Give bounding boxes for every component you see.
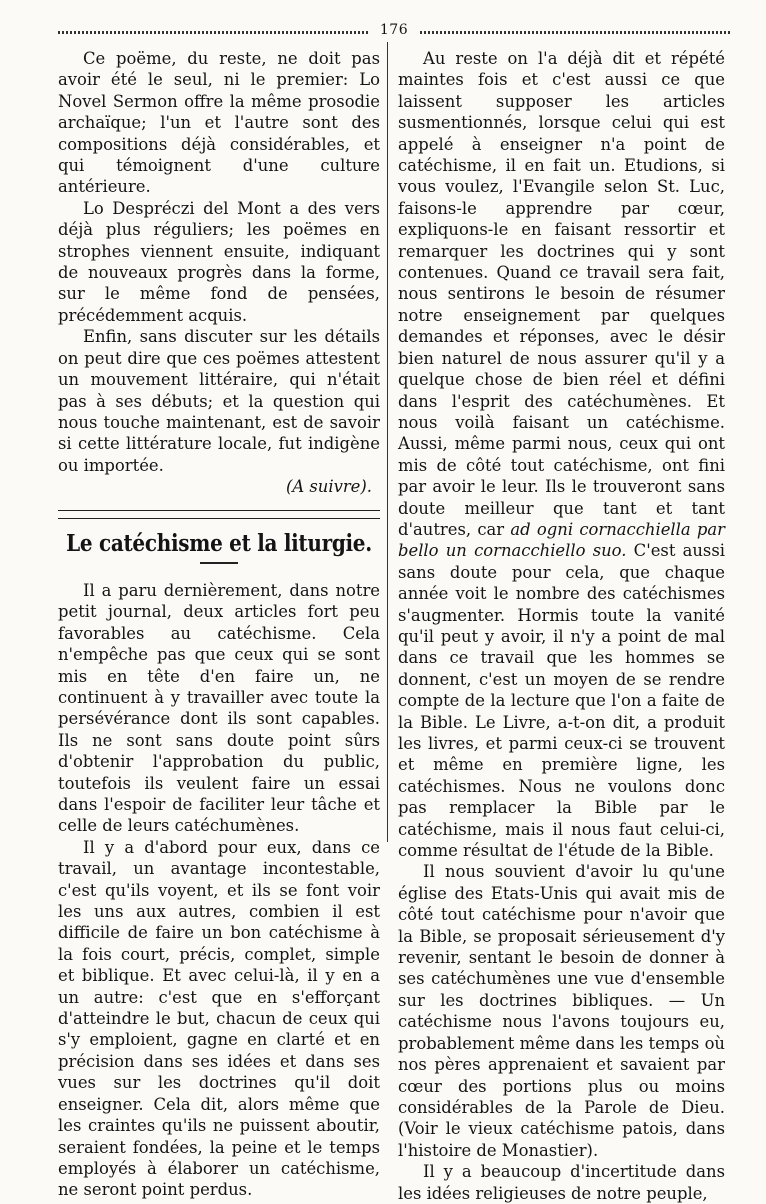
page-number: 176 [379, 22, 409, 38]
paragraph-text: Au reste on l'a déjà dit et répété maintes fois et c'est aussi ce que laissent supposer les articles susmentionnés, lorsque celui qui est appelé à enseigner n'a point de catéchisme, il en fait un. Etudions, si vous voulez, l'Evangile selon St. Luc, faisons-le apprendre par cœur, expliquons-le en faisant ressortir et remarquer les doctrines qui y sont contenues. Quand ce travail sera fait, nous sentirons le besoin de résumer notre enseignement par quelques demandes et réponses, avec le désir bien naturel de nous assurer qu'il y a quelque chose de bien réel et défini dans l'esprit des catéchumènes. Et nous voilà faisant un catéchisme. Aussi, même parmi nous, ceux qui ont mis de côté tout catéchisme, ont fini par avoir le leur. Ils le trouveront sans doute meilleur que tant et tant d'autres, car [398, 49, 725, 539]
paragraph: Ce poëme, du reste, ne doit pas avoir été le seul, ni le premier: Lo Novel Sermon offre la même prosodie archaïque; l'un et l'autre sont des compositions déjà considérables, et qui témoignent d'une culture antérieure. [58, 49, 380, 197]
title-dash [200, 562, 238, 564]
paragraph: Il y a d'abord pour eux, dans ce travail, un avantage incontestable, c'est qu'ils voyent, et ils se font voir les uns aux autres, combien il est difficile de faire un bon catéchisme à la fois court, précis, complet, simple et biblique. Et avec celui-là, il y en a un autre: c'est que en s'efforçant d'atteindre le but, chacun de ceux qui s'y emploient, gagne en clarté et en précision dans ses idées et dans ses vues sur les doctrines qu'il doit enseigner. Cela dit, alors même que les craintes qu'ils ne puissent aboutir, seraient fondées, la peine et le temps employés à élaborer un catéchisme, ne seront point perdus. [58, 837, 380, 1200]
header-ornament-left [58, 31, 368, 34]
italian-proverb: ad ogni cornacchiella par bello un cornacchiello suo. [398, 519, 725, 561]
to-be-continued: (A suivre). [285, 477, 372, 497]
paragraph: Il y a beaucoup d'incertitude dans les idées religieuses de notre peuple, [398, 1162, 725, 1203]
right-column [398, 48, 725, 1204]
left-column [58, 48, 380, 1201]
section-separator [58, 510, 380, 519]
page-header [58, 24, 730, 42]
paragraph [398, 48, 725, 861]
article-title: Le catéchisme et la liturgie. [66, 528, 372, 557]
paragraph-text: C'est aussi sans doute pour cela, que chaque année voit le nombre des catéchismes s'augmenter. Hormis toute la vanité qu'il peut y avoir, il n'y a point de mal dans ce travail que les hommes se donnent, c'est un moyen de se rendre compte de la lecture que l'on a faite de la Bible. Le Livre, a-t-on dit, a produit les livres, et parmi ceux-ci se trouvent et même en première ligne, les catéchismes. Nous ne voulons donc pas remplacer la Bible par le catéchisme, mais il nous faut celui-ci, comme résultat de l'étude de la Bible. [398, 541, 725, 861]
column-divider [387, 42, 388, 842]
paragraph: Lo Despréczi del Mont a des vers déjà plus réguliers; les poëmes en strophes viennent ensuite, indiquant de nouveaux progrès dans la forme, sur le même fond de pensées, précédemment acquis. [58, 198, 380, 325]
paragraph: Enfin, sans discuter sur les détails on peut dire que ces poëmes attestent un mouvement littéraire, qui n'était pas à ses débuts; et la question qui nous touche maintenant, est de savoir si cette littérature locale, fut indigène ou importée. [58, 327, 380, 475]
paragraph: Il nous souvient d'avoir lu qu'une église des Etats-Unis qui avait mis de côté tout catéchisme pour n'avoir que la Bible, se proposait sérieusement d'y revenir, sentant le besoin de donner à ses catéchumènes une vue d'ensemble sur les doctrines bibliques. — Un catéchisme nous l'avons toujours eu, probablement même dans les temps où nos pères apprenaient et savaient par cœur des portions plus ou moins considérables de la Parole de Dieu. (Voir le vieux catéchisme patois, dans l'histoire de Monastier). [398, 862, 725, 1160]
paragraph: Il a paru dernièrement, dans notre petit journal, deux articles fort peu favorables au catéchisme. Cela n'empêche pas que ceux qui se sont mis en tête d'en faire un, ne continuent à y travailler avec toute la persévérance dont ils sont capables. Ils ne sont sans doute point sûrs d'obtenir l'approbation du public, toutefois ils veulent faire un essai dans l'espoir de faciliter leur tâche et celle de leurs catéchumènes. [58, 580, 380, 836]
header-ornament-right [420, 31, 730, 34]
